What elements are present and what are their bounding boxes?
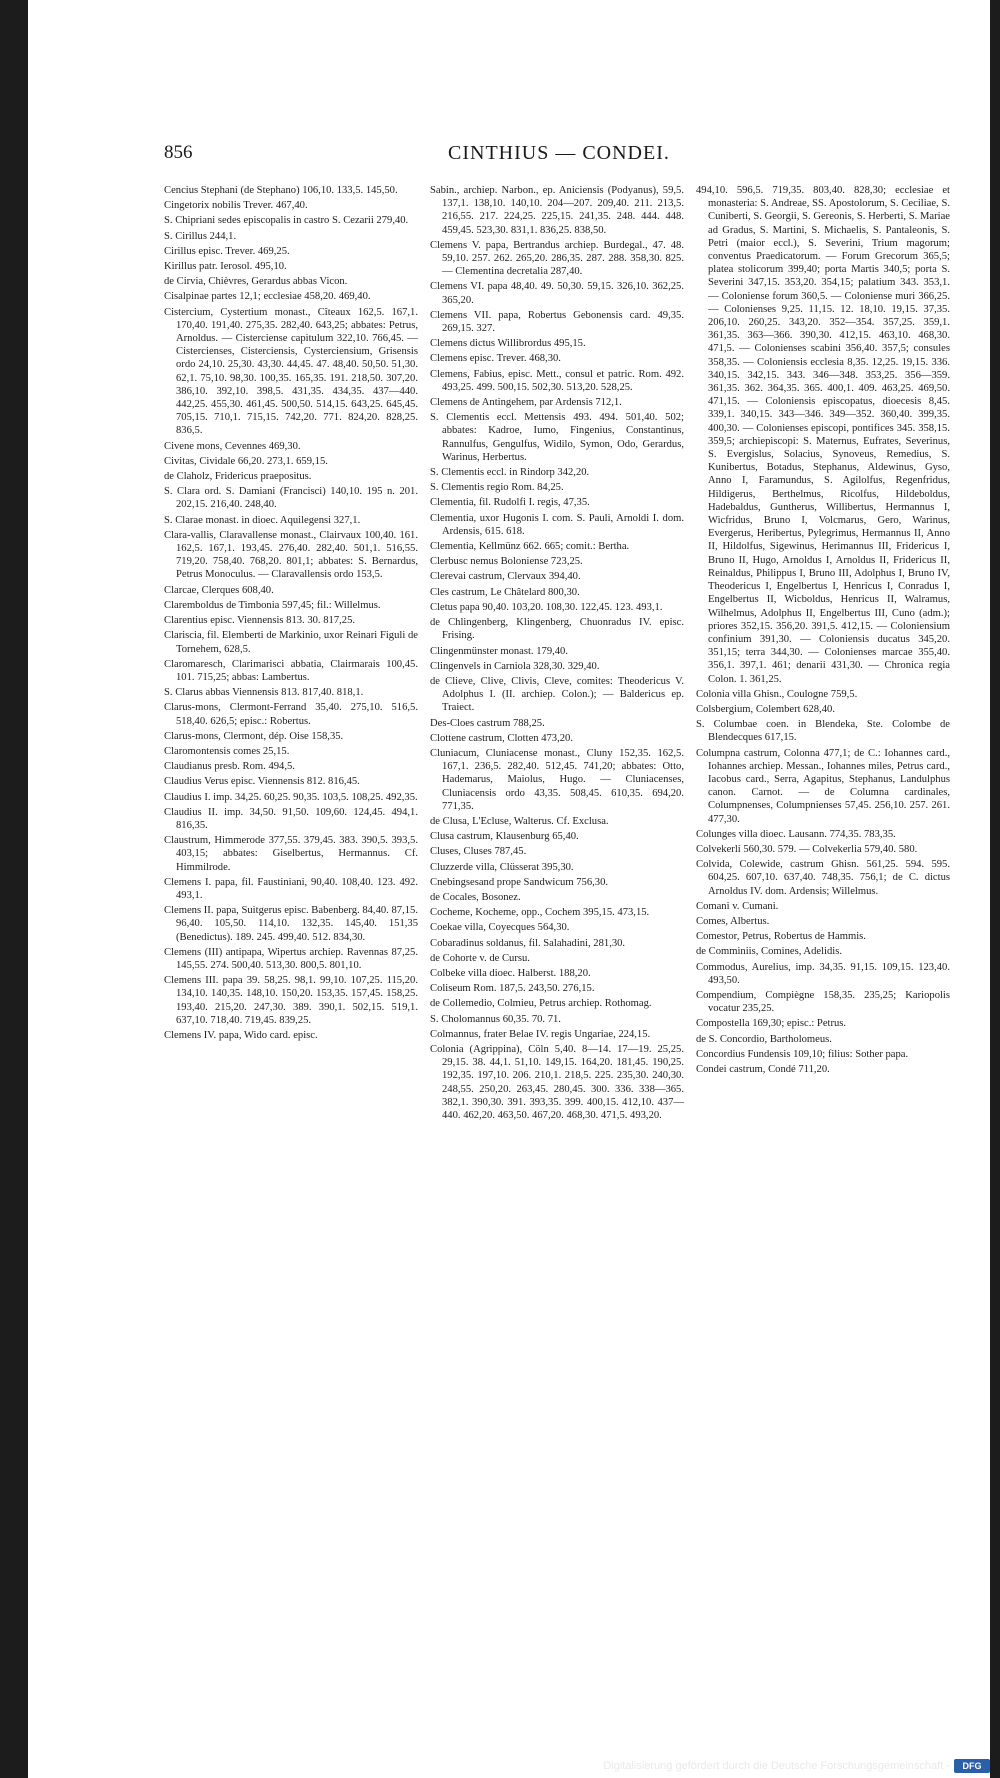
- index-entry: Clerbusc nemus Boloniense 723,25.: [430, 556, 583, 568]
- index-entry: Cisalpinae partes 12,1; ecclesiae 458,20. 469,40.: [164, 291, 371, 303]
- index-entry: Civene mons, Cevennes 469,30.: [164, 440, 301, 452]
- index-column-1: [164, 184, 418, 1044]
- index-entry: Cirillus episc. Trever. 469,25.: [164, 245, 290, 257]
- index-entry: Kirillus patr. Ierosol. 495,10.: [164, 261, 287, 273]
- page-number: 856: [164, 142, 193, 163]
- index-entry: Clemens I. papa, fil. Faustiniani, 90,40. 108,40. 123. 492. 493,1.: [164, 876, 418, 901]
- index-entry: de Clieve, Clive, Clivis, Cleve, comites: Theodericus V. Adolphus I. (II. archiep. Colon.); — Baldericus ep. Traiect.: [430, 675, 684, 714]
- index-column-3: [696, 184, 950, 1078]
- index-entry: Colonia (Agrippina), Cöln 5,40. 8—14. 17—19. 25,25. 29,15. 38. 44,1. 51,10. 149,15. 164,20. 181,45. 190,25. 192,35. 197,10. 206. 210,1. 218,5. 225. 235,30. 240,30. 248,55. 250,20. 263,45. 280,45. 300. 336. 338—365. 382,1. 390,30. 391. 393,35. 399. 400,15. 412,10. 437—440. 462,20. 463,50. 467,20. 468,30. 471,5. 493,20.: [430, 1043, 684, 1121]
- index-entry: S. Clarae monast. in dioec. Aquilegensi 327,1.: [164, 514, 361, 526]
- index-entry: Claudius II. imp. 34,50. 91,50. 109,60. 124,45. 494,1. 816,35.: [164, 806, 418, 831]
- index-entry: Comani v. Cumani.: [696, 900, 779, 912]
- index-entry: Colsbergium, Colembert 628,40.: [696, 703, 835, 715]
- index-entry: de Cirvia, Chièvres, Gerardus abbas Vicon.: [164, 276, 348, 288]
- index-column-2: [430, 184, 684, 1124]
- index-entry: Cletus papa 90,40. 103,20. 108,30. 122,45. 123. 493,1.: [430, 601, 663, 613]
- index-entry: S. Clementis regio Rom. 84,25.: [430, 482, 564, 494]
- index-entry: Clingenmünster monast. 179,40.: [430, 645, 569, 657]
- index-entry: Coliseum Rom. 187,5. 243,50. 276,15.: [430, 983, 595, 995]
- index-entry: Cocheme, Kocheme, opp., Cochem 395,15. 473,15.: [430, 907, 650, 919]
- index-entry: Clarentius episc. Viennensis 813. 30. 817,25.: [164, 615, 356, 627]
- index-entry: Civitas, Cividale 66,20. 273,1. 659,15.: [164, 455, 328, 467]
- index-entry: S. Clementis eccl. in Rindorp 342,20.: [430, 467, 590, 479]
- index-entry: Clusa castrum, Klausenburg 65,40.: [430, 831, 579, 843]
- dfg-logo: DFG: [954, 1759, 990, 1773]
- index-entry: Claremboldus de Timbonia 597,45; fil.: Willelmus.: [164, 599, 381, 611]
- index-entry: Claudianus presb. Rom. 494,5.: [164, 761, 295, 773]
- page-header: [28, 142, 990, 168]
- index-entry: Sabin., archiep. Narbon., ep. Aniciensis (Podyanus), 59,5. 137,1. 138,10. 140,10. 204—207. 209,40. 211. 213,5. 216,55. 217. 224,25. 225,15. 241,35. 248. 444. 448. 459,45. 523,30. 831,1. 836,25. 838,50.: [430, 185, 684, 236]
- index-entry: de Chlingenberg, Klingenberg, Chuonradus IV. episc. Frising.: [430, 617, 684, 642]
- index-entry: Cencius Stephani (de Stephano) 106,10. 133,5. 145,50.: [164, 185, 398, 196]
- index-entry: Cnebingsesand prope Sandwicum 756,30.: [430, 876, 609, 888]
- index-entry: Cles castrum, Le Châtelard 800,30.: [430, 586, 580, 598]
- index-entry: Des-Cloes castrum 788,25.: [430, 717, 545, 729]
- index-entry: Clemens episc. Trever. 468,30.: [430, 353, 561, 365]
- index-entry: Condei castrum, Condé 711,20.: [696, 1064, 830, 1075]
- index-entry: Clemens de Antingehem, par Ardensis 712,1.: [430, 397, 622, 409]
- index-entry: Colvida, Colewide, castrum Ghisn. 561,25. 594. 595. 604,25. 607,10. 637,40. 748,35. 756,1; de C. dictus Arnoldus IV. dom. Ardensis; Willelmus.: [696, 859, 950, 897]
- index-entry: Clemens IV. papa, Wido card. episc.: [164, 1029, 318, 1041]
- index-entry: S. Cirillus 244,1.: [164, 230, 237, 242]
- index-entry: de Claholz, Fridericus praepositus.: [164, 471, 312, 483]
- index-entry: Clara-vallis, Claravallense monast., Clairvaux 100,40. 161. 162,5. 167,1. 193,45. 276,40. 282,40. 501,1. 516,55. 719,20. 758,40. 768,20. 801,1; abbates: S. Bernardus, Petrus Monoculus. — Claravallensis ordo 153,5.: [164, 529, 418, 581]
- index-entry: Clemens II. papa, Suitgerus episc. Babenberg. 84,40. 87,15. 96,40. 105,50. 114,10. 132,35. 145,40. 151,35 (Benedictus). 189. 245. 499,40. 512. 834,30.: [164, 905, 418, 943]
- index-entry: S. Clementis eccl. Mettensis 493. 494. 501,40. 502; abbates: Kadroe, Iumo, Fingenius, Constantinus, Rannulfus, Gengulfus, Widilo, Symon, Odo, Gerardus, Warinus, Herbertus.: [430, 412, 684, 463]
- index-entry: de Cocales, Bosonez.: [430, 891, 521, 903]
- index-entry: de Clusa, L'Ecluse, Walterus. Cf. Exclusa.: [430, 815, 609, 827]
- index-entry: Clemens (III) antipapa, Wipertus archiep. Ravennas 87,25. 145,55. 274. 500,40. 513,30. 800,5. 801,10.: [164, 946, 418, 971]
- index-entry: Colmannus, frater Belae IV. regis Ungariae, 224,15.: [430, 1028, 651, 1040]
- index-entry: Clingenvels in Carniola 328,30. 329,40.: [430, 660, 600, 672]
- index-entry: Compendium, Compiègne 158,35. 235,25; Kariopolis vocatur 235,25.: [696, 989, 950, 1015]
- index-entry: 494,10. 596,5. 719,35. 803,40. 828,30; ecclesiae et monasteria: S. Andreae, SS. Apostolorum, S. Ceciliae, S. Cuniberti, S. Georgii, S. Gereonis, S. Herberti, S. Mariae ad Gradus, S. Martini, S. Michaelis, S. Pantaleonis, S. Petri (maior eccl.), S. Severini, Trium magorum; conventus Praedicatorum. — Forum Grecorum 365,5; platea stolicorum 399,40; porta Martis 340,5; porta S. Severini 347,15. 353,20. 354,15; palatium 343. 353,1. — Coloniense forum 360,5. — Coloniense muri 366,25. — Colonienses 9,25. 11,15. 12. 18,10. 19,15. 37,35. 206,10. 260,25. 343,20. 352—354. 357,25. 359,1. 361,35. 363—366. 390,30. 412,15. 463,10. 468,30. 471,5. — Colonienses scabini 356,40. 357,5; consules 358,35. — Coloniensis ecclesia 8,35. 12,25. 19,15. 336. 340,15. 342,15. 343. 346—348. 353,25. 356—359. 361,35. 362. 364,35. 365. 400,1. 409. 463,25. 469,50. 471,15. — Coloniensis episcopatus, dioecesis 8,45. 339,1. 340,15. 343—346. 349—352. 360,40. 399,35. 400,30. — Colonienses episcopi, pontifices 345. 358,15. 359,5; archiepiscopi: S. Maternus, Eufrates, Severinus, S. Evergislus, Solacius, Synoveus, Remedius, S. Kunibertus, Botadus, Stephanus, Aldewinus, Gyso, Anno I, Faramundus, S. Agilolfus, Regenfridus, Hildigerus, Berthelmus, Ricolfus, Hildeboldus, Hadebaldus, Guntherus, Willibertus, Hermannus I, Wicfridus, Bruno I, Volcmarus, Gero, Warinus, Evergerus, Heribertus, Pylegrimus, Hermannus II, Anno II, Hildolfus, Sigewinus, Herimannus III, Fridericus I, Bruno II, Hugo, Arnoldus I, Arnoldus II, Fridericus II, Reinaldus, Philippus I, Bruno III, Adolphus I, Bruno IV, Theodericus I, Engelbertus I, Henricus I, Conradus I, Engelbertus II, Wicboldus, Henricus II, Walramus, Wilhelmus, Adolphus II, Engelbertus III, Cuno (adm.); priores 352,15. 356,20. 391,5. 412,15. — Coloniensium confinium 391,30. — Coloniensis ducatus 345,20. 351,15; terra 344,30. — Colonienses marcae 355,40. 356,1. 397,1. 461; denarii 431,30. — Chronica regia Colon. 1. 361,25.: [696, 185, 950, 685]
- index-entry: Claudius I. imp. 34,25. 60,25. 90,35. 103,5. 108,25. 492,35.: [164, 791, 418, 803]
- index-entry: Cluniacum, Cluniacense monast., Cluny 152,35. 162,5. 167,1. 236,5. 282,40. 512,45. 741,20; abbates: Otto, Hademarus, Maiolus, Hugo. — Cluniacenses, Cluniacensis ordo 43,35. 508,45. 610,35. 694,20. 771,35.: [430, 747, 684, 812]
- index-entry: Comestor, Petrus, Robertus de Hammis.: [696, 931, 866, 943]
- index-entry: S. Clara ord. S. Damiani (Francisci) 140,10. 195 n. 201. 202,15. 216,40. 248,40.: [164, 486, 418, 511]
- index-entry: Claustrum, Himmerode 377,55. 379,45. 383. 390,5. 393,5. 403,15; abbates: Giselbertus, Hermannus. Cf. Himmilrode.: [164, 835, 418, 873]
- index-entry: Clerevai castrum, Clervaux 394,40.: [430, 571, 581, 583]
- index-entry: Colvekerli 560,30. 579. — Colvekerlia 579,40. 580.: [696, 843, 918, 855]
- index-entry: Cingetorix nobilis Trever. 467,40.: [164, 200, 308, 212]
- running-title: CINTHIUS — CONDEI.: [448, 142, 670, 164]
- index-entry: Clemens VII. papa, Robertus Gebonensis card. 49,35. 269,15. 327.: [430, 309, 684, 335]
- index-entry: Clemens III. papa 39. 58,25. 98,1. 99,10. 107,25. 115,20. 134,10. 140,35. 148,10. 150,20. 153,35. 157,45. 158,25. 193,40. 215,20. 247,30. 389. 390,1. 502,15. 519,1. 637,10. 718,40. 719,45. 839,25.: [164, 975, 418, 1026]
- index-entry: S. Clarus abbas Viennensis 813. 817,40. 818,1.: [164, 687, 364, 699]
- index-entry: Clarus-mons, Clermont-Ferrand 35,40. 275,10. 516,5. 518,40. 626,5; episc.: Robertus.: [164, 702, 418, 727]
- index-entry: Commodus, Aurelius, imp. 34,35. 91,15. 109,15. 123,40. 493,50.: [696, 961, 950, 986]
- index-entry: Claromontensis comes 25,15.: [164, 745, 290, 757]
- index-entry: Claudius Verus episc. Viennensis 812. 816,45.: [164, 776, 360, 788]
- footer-bar: [0, 1756, 998, 1778]
- index-entry: de Comminiis, Comines, Adelidis.: [696, 946, 842, 958]
- index-entry: Colbeke villa dioec. Halberst. 188,20.: [430, 967, 591, 979]
- scanned-page: [28, 0, 990, 1778]
- index-entry: Clemens, Fabius, episc. Mett., consul et patric. Rom. 492. 493,25. 499. 500,15. 502,30. 513,20. 528,25.: [430, 368, 684, 393]
- index-entry: Columpna castrum, Colonna 477,1; de C.: Iohannes card., Iohannes archiep. Messan., Iohannes miles, Petrus card., Iacobus card., Serra, Agapitus, Stephanus, Landulphus canon. Carnot. — de Columna cardinales, Columpnenses, Columpnienses 57,45. 256,10. 257. 261. 477,30.: [696, 747, 950, 825]
- index-entry: Clementia, uxor Hugonis I. com. S. Pauli, Arnoldi I. dom. Ardensis, 615. 618.: [430, 512, 684, 537]
- index-entry: Coekae villa, Coyecques 564,30.: [430, 922, 570, 934]
- index-entry: Colunges villa dioec. Lausann. 774,35. 783,35.: [696, 828, 896, 840]
- index-entry: Claromaresch, Clarimarisci abbatia, Clairmarais 100,45. 101. 715,25; abbas: Lambertus.: [164, 658, 418, 683]
- funding-notice: Digitalisierung gefördert durch die Deutsche Forschungsgemeinschaft -: [603, 1760, 950, 1772]
- index-entry: S. Cholomannus 60,35. 70. 71.: [430, 1013, 561, 1025]
- index-entry: Clementia, Kellmünz 662. 665; comit.: Bertha.: [430, 541, 630, 553]
- index-entry: Clottene castrum, Clotten 473,20.: [430, 732, 573, 744]
- index-entry: Clemens VI. papa 48,40. 49. 50,30. 59,15. 326,10. 362,25. 365,20.: [430, 281, 684, 306]
- index-entry: Cluzzerde villa, Clüsserat 395,30.: [430, 861, 574, 873]
- index-entry: S. Chipriani sedes episcopalis in castro S. Cezarii 279,40.: [164, 215, 409, 227]
- index-entry: S. Columbae coen. in Blendeka, Ste. Colombe de Blendecques 617,15.: [696, 719, 950, 744]
- index-entry: Clarus-mons, Clermont, dép. Oise 158,35.: [164, 730, 344, 742]
- index-entry: Cobaradinus soldanus, fil. Salahadini, 281,30.: [430, 937, 626, 949]
- index-entry: Cistercium, Cystertium monast., Cîteaux 162,5. 167,1. 170,40. 191,40. 275,35. 282,40. 643,25; abbates: Petrus, Arnoldus. — Cisterciense capitulum 322,10. 766,45. — Cistercienses, Cisterciensis, Cysterciensium, Grisensis ordo 24,10. 25,30. 43,30. 44,45. 47. 48,40. 50,50. 51,30. 62,1. 75,10. 98,30. 100,35. 165,35. 191. 218,50. 307,20. 386,10. 392,10. 398,5. 431,35. 434,35. 437—440. 442,25. 455,30. 461,45. 500,50. 514,15. 643,25. 645,45. 705,15. 710,1. 715,15. 742,20. 771. 824,20. 828,25. 836,5.: [164, 306, 418, 437]
- index-entry: de Collemedio, Colmieu, Petrus archiep. Rothomag.: [430, 998, 652, 1010]
- index-entry: Colonia villa Ghisn., Coulogne 759,5.: [696, 688, 858, 700]
- index-entry: Clemens dictus Willibrordus 495,15.: [430, 338, 586, 350]
- index-entry: Clariscia, fil. Elemberti de Markinio, uxor Reinari Figuli de Tornehem, 628,5.: [164, 630, 418, 655]
- index-entry: Clementia, fil. Rudolfi I. regis, 47,35.: [430, 497, 590, 509]
- index-entry: de Cohorte v. de Cursu.: [430, 952, 530, 964]
- index-entry: Clemens V. papa, Bertrandus archiep. Burdegal., 47. 48. 59,10. 257. 262. 265,20. 286,35. 287. 288. 358,30. 825. — Clementina decretalia 287,40.: [430, 239, 684, 278]
- index-entry: Cluses, Cluses 787,45.: [430, 846, 527, 858]
- index-entry: Compostella 169,30; episc.: Petrus.: [696, 1018, 847, 1030]
- index-entry: Concordius Fundensis 109,10; filius: Sother papa.: [696, 1048, 909, 1060]
- index-entry: Comes, Albertus.: [696, 915, 770, 927]
- index-entry: Clarcae, Clerques 608,40.: [164, 584, 274, 596]
- index-entry: de S. Concordio, Bartholomeus.: [696, 1033, 832, 1045]
